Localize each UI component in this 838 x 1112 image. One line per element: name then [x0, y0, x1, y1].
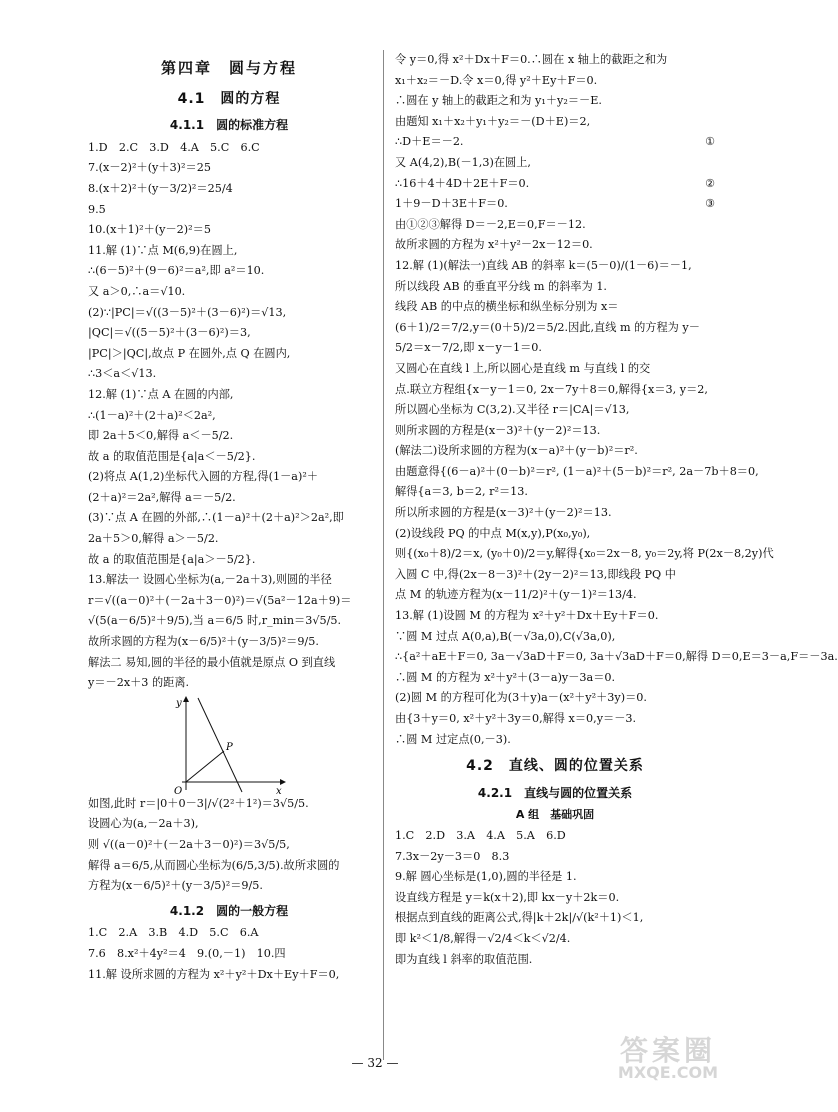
text-line: 12.解 (1)(解法一)直线 AB 的斜率 k＝(5－0)/(1－6)＝－1,	[395, 258, 692, 272]
text-line: (2＋a)²＝2a²,解得 a＝－5/2.	[88, 490, 236, 504]
text-line: 点.联立方程组{x－y－1＝0, 2x－7y＋8＝0,解得{x＝3, y＝2,	[395, 382, 708, 396]
equation-number: ②	[705, 176, 715, 190]
line-y-eq-neg2x-plus3	[198, 698, 242, 792]
text-line: 故所求圆的方程为(x－6/5)²＋(y－3/5)²＝9/5.	[88, 635, 319, 649]
x-axis-arrow	[280, 779, 286, 785]
text-line: ∴(1－a)²＋(2＋a)²＜2a²,	[88, 408, 216, 422]
subsection-title: 4.1.1 圆的标准方程	[169, 118, 289, 133]
y-axis-label: y	[176, 697, 182, 709]
text-line: 5/2＝x－7/2,即 x－y－1＝0.	[395, 341, 542, 355]
text-line: 13.解法一 设圆心坐标为(a,－2a＋3),则圆的半径	[88, 573, 332, 587]
text-line: 解法二 易知,圆的半径的最小值就是原点 O 到直线	[88, 655, 336, 669]
text-line: 7.6 8.x²＋4y²＝4 9.(0,－1) 10.四	[88, 946, 286, 960]
text-line: 由题知 x₁＋x₂＋y₁＋y₂＝－(D＋E)＝2,	[395, 114, 591, 128]
text-line: 则{(x₀＋8)/2＝x, (y₀＋0)/2＝y,解得{x₀＝2x－8, y₀＝2y,将 P(2x－8,2y)代	[395, 547, 774, 561]
text-line: 由题意得{(6－a)²＋(0－b)²＝r², (1－a)²＋(5－b)²＝r², 2a－7b＋8＝0,	[395, 464, 759, 478]
section-title: 4.2 直线、圆的位置关系	[466, 758, 644, 775]
x-axis-label: x	[276, 785, 282, 797]
text-line: 即 2a＋5＜0,解得 a＜－5/2.	[88, 429, 234, 443]
text-line	[395, 174, 715, 195]
text-line: 则所求圆的方程是(x－3)²＋(y－2)²＝13.	[395, 423, 601, 437]
text-line: 点 M 的轨迹方程为(x－11/2)²＋(y－1)²＝13/4.	[395, 588, 637, 602]
text-line: ∵圆 M 过点 A(0,a),B(－√3a,0),C(√3a,0),	[395, 629, 616, 643]
text-line: 设直线方程是 y＝k(x＋2),即 kx－y＋2k＝0.	[395, 890, 620, 904]
right-column	[395, 50, 838, 970]
text-line: (2)设线段 PQ 的中点 M(x,y),P(x₀,y₀),	[395, 526, 591, 540]
text-line: y＝－2x＋3 的距离.	[88, 676, 190, 690]
text-line: 1.D 2.C 3.D 4.A 5.C 6.C	[88, 140, 260, 154]
text-line-content: 1＋9－D＋3E＋F＝0.	[395, 197, 508, 211]
watermark-url: MXQE.COM	[617, 1063, 719, 1082]
text-line	[395, 132, 715, 153]
text-line: (2)圆 M 的方程可化为(3＋y)a－(x²＋y²＋3y)＝0.	[395, 691, 647, 705]
text-line: (2)∵|PC|＝√((3－5)²＋(3－6)²)＝√13,	[88, 305, 287, 319]
text-line: 解得{a＝3, b＝2, r²＝13.	[395, 485, 528, 499]
text-line: 方程为(x－6/5)²＋(y－3/5)²＝9/5.	[88, 879, 263, 893]
text-line-content: ∴D＋E＝－2.	[395, 135, 464, 149]
text-line: ∴{a²＋aE＋F＝0, 3a－√3aD＋F＝0, 3a＋√3aD＋F＝0,解得 D＝0,E＝3－a,F＝－3a.	[395, 650, 838, 664]
text-line: 则 √((a－0)²＋(－2a＋3－0)²)＝3√5/5,	[88, 838, 290, 851]
text-line: 根据点到直线的距离公式,得|k＋2k|/√(k²＋1)＜1,	[395, 911, 644, 925]
text-line: 13.解 (1)设圆 M 的方程为 x²＋y²＋Dx＋Ey＋F＝0.	[395, 609, 659, 623]
text-line: (2)将点 A(1,2)坐标代入圆的方程,得(1－a)²＋	[88, 470, 319, 484]
watermark-logo	[608, 1034, 728, 1084]
origin-label: O	[174, 785, 183, 797]
text-line: 7.(x－2)²＋(y＋3)²＝25	[88, 161, 211, 175]
subsection-title: 4.1.2 圆的一般方程	[169, 903, 289, 918]
text-line: 所以所求圆的方程是(x－3)²＋(y－2)²＝13.	[395, 506, 612, 520]
text-line: 7.3x－2y－3＝0 8.3	[395, 849, 510, 863]
point-p-label: P	[226, 741, 233, 753]
text-line: 11.解 (1)∵点 M(6,9)在圆上,	[88, 243, 238, 257]
text-line: 9.5	[88, 202, 106, 216]
left-column	[88, 50, 370, 985]
chapter-title: 第四章 圆与方程	[160, 59, 297, 77]
text-line: 令 y＝0,得 x²＋Dx＋F＝0.∴圆在 x 轴上的截距之和为	[395, 53, 668, 66]
column-divider	[383, 50, 384, 1060]
text-line: 12.解 (1)∵点 A 在圆的内部,	[88, 387, 234, 401]
text-line: 10.(x＋1)²＋(y－2)²＝5	[88, 223, 211, 237]
text-line: 所以线段 AB 的垂直平分线 m 的斜率为 1.	[395, 279, 607, 293]
y-axis-arrow	[183, 696, 189, 702]
text-line: 故 a 的取值范围是{a|a＞－5/2}.	[88, 552, 256, 566]
text-line: 9.解 圆心坐标是(1,0),圆的半径是 1.	[395, 870, 577, 884]
text-line: x₁＋x₂＝－D.令 x＝0,得 y²＋Ey＋F＝0.	[395, 73, 598, 87]
text-line: 8.(x＋2)²＋(y－3/2)²＝25/4	[88, 181, 233, 195]
text-line: 又圆心在直线 l 上,所以圆心是直线 m 与直线 l 的交	[395, 361, 651, 375]
text-line: ∴3＜a＜√13.	[88, 367, 157, 381]
text-line: 又 A(4,2),B(－1,3)在圆上,	[395, 155, 531, 169]
text-line: 由{3＋y＝0, x²＋y²＋3y＝0,解得 x＝0,y＝－3.	[395, 712, 637, 725]
text-line: 1.C 2.D 3.A 4.A 5.A 6.D	[395, 828, 566, 842]
subsection-title: 4.2.1 直线与圆的位置关系	[477, 785, 633, 800]
perpendicular-segment	[186, 751, 224, 782]
text-line: |QC|＝√((5－5)²＋(3－6)²)＝3,	[88, 326, 251, 340]
text-line: 2a＋5＞0,解得 a＞－5/2.	[88, 532, 219, 546]
watermark-text: 答案圈	[619, 1034, 716, 1067]
text-line: 设圆心为(a,－2a＋3),	[88, 817, 199, 831]
text-line: 所以圆心坐标为 C(3,2).又半径 r＝|CA|＝√13,	[395, 403, 630, 417]
text-line: ∴(6－5)²＋(9－6)²＝a²,即 a²＝10.	[88, 264, 265, 278]
section-title: 4.1 圆的方程	[177, 90, 281, 107]
text-line: ∴圆在 y 轴上的截距之和为 y₁＋y₂＝－E.	[395, 94, 602, 108]
text-line: 11.解 设所求圆的方程为 x²＋y²＋Dx＋Ey＋F＝0,	[88, 967, 340, 981]
coordinate-figure	[88, 694, 370, 797]
equation-number: ③	[705, 197, 715, 211]
text-line-content: ∴16＋4＋4D＋2E＋F＝0.	[395, 176, 530, 190]
text-line: 又 a＞0,∴a＝√10.	[88, 284, 186, 298]
text-line: 即为直线 l 斜率的取值范围.	[395, 952, 533, 966]
equation-number: ①	[705, 135, 715, 149]
text-line: (解法二)设所求圆的方程为(x－a)²＋(y－b)²＝r².	[395, 444, 638, 458]
text-line: 由①②③解得 D＝－2,E＝0,F＝－12.	[395, 217, 586, 231]
text-line: 解得 a＝6/5,从而圆心坐标为(6/5,3/5).故所求圆的	[88, 858, 340, 872]
text-line: 即 k²＜1/8,解得－√2/4＜k＜√2/4.	[395, 931, 571, 945]
text-line	[395, 194, 715, 215]
text-line: (6＋1)/2＝7/2,y＝(0＋5)/2＝5/2.因此,直线 m 的方程为 y－	[395, 320, 700, 334]
text-line: r＝√((a－0)²＋(－2a＋3－0)²)＝√(5a²－12a＋9)＝	[88, 593, 352, 607]
text-line: ∴圆 M 的方程为 x²＋y²＋(3－a)y－3a＝0.	[395, 670, 616, 684]
text-line: 1.C 2.A 3.B 4.D 5.C 6.A	[88, 926, 259, 940]
group-title: A 组 基础巩固	[515, 808, 595, 822]
text-line: 故所求圆的方程为 x²＋y²－2x－12＝0.	[395, 238, 593, 252]
text-line: 入圆 C 中,得(2x－8－3)²＋(2y－2)²＝13,即线段 PQ 中	[395, 567, 676, 581]
text-line: ∴圆 M 过定点(0,－3).	[395, 732, 511, 746]
page-number: — 32 —	[351, 1056, 399, 1070]
text-line: 故 a 的取值范围是{a|a＜－5/2}.	[88, 449, 256, 463]
text-line: |PC|＞|QC|,故点 P 在圆外,点 Q 在圆内,	[88, 346, 291, 360]
text-line: (3)∵点 A 在圆的外部,∴(1－a)²＋(2＋a)²＞2a²,即	[88, 511, 344, 525]
text-line: 如图,此时 r＝|0＋0－3|/√(2²＋1²)＝3√5/5.	[88, 796, 309, 810]
text-line: 线段 AB 的中点的横坐标和纵坐标分别为 x＝	[395, 300, 619, 314]
text-line: √(5(a－6/5)²＋9/5),当 a＝6/5 时,r_min＝3√5/5.	[88, 614, 342, 628]
